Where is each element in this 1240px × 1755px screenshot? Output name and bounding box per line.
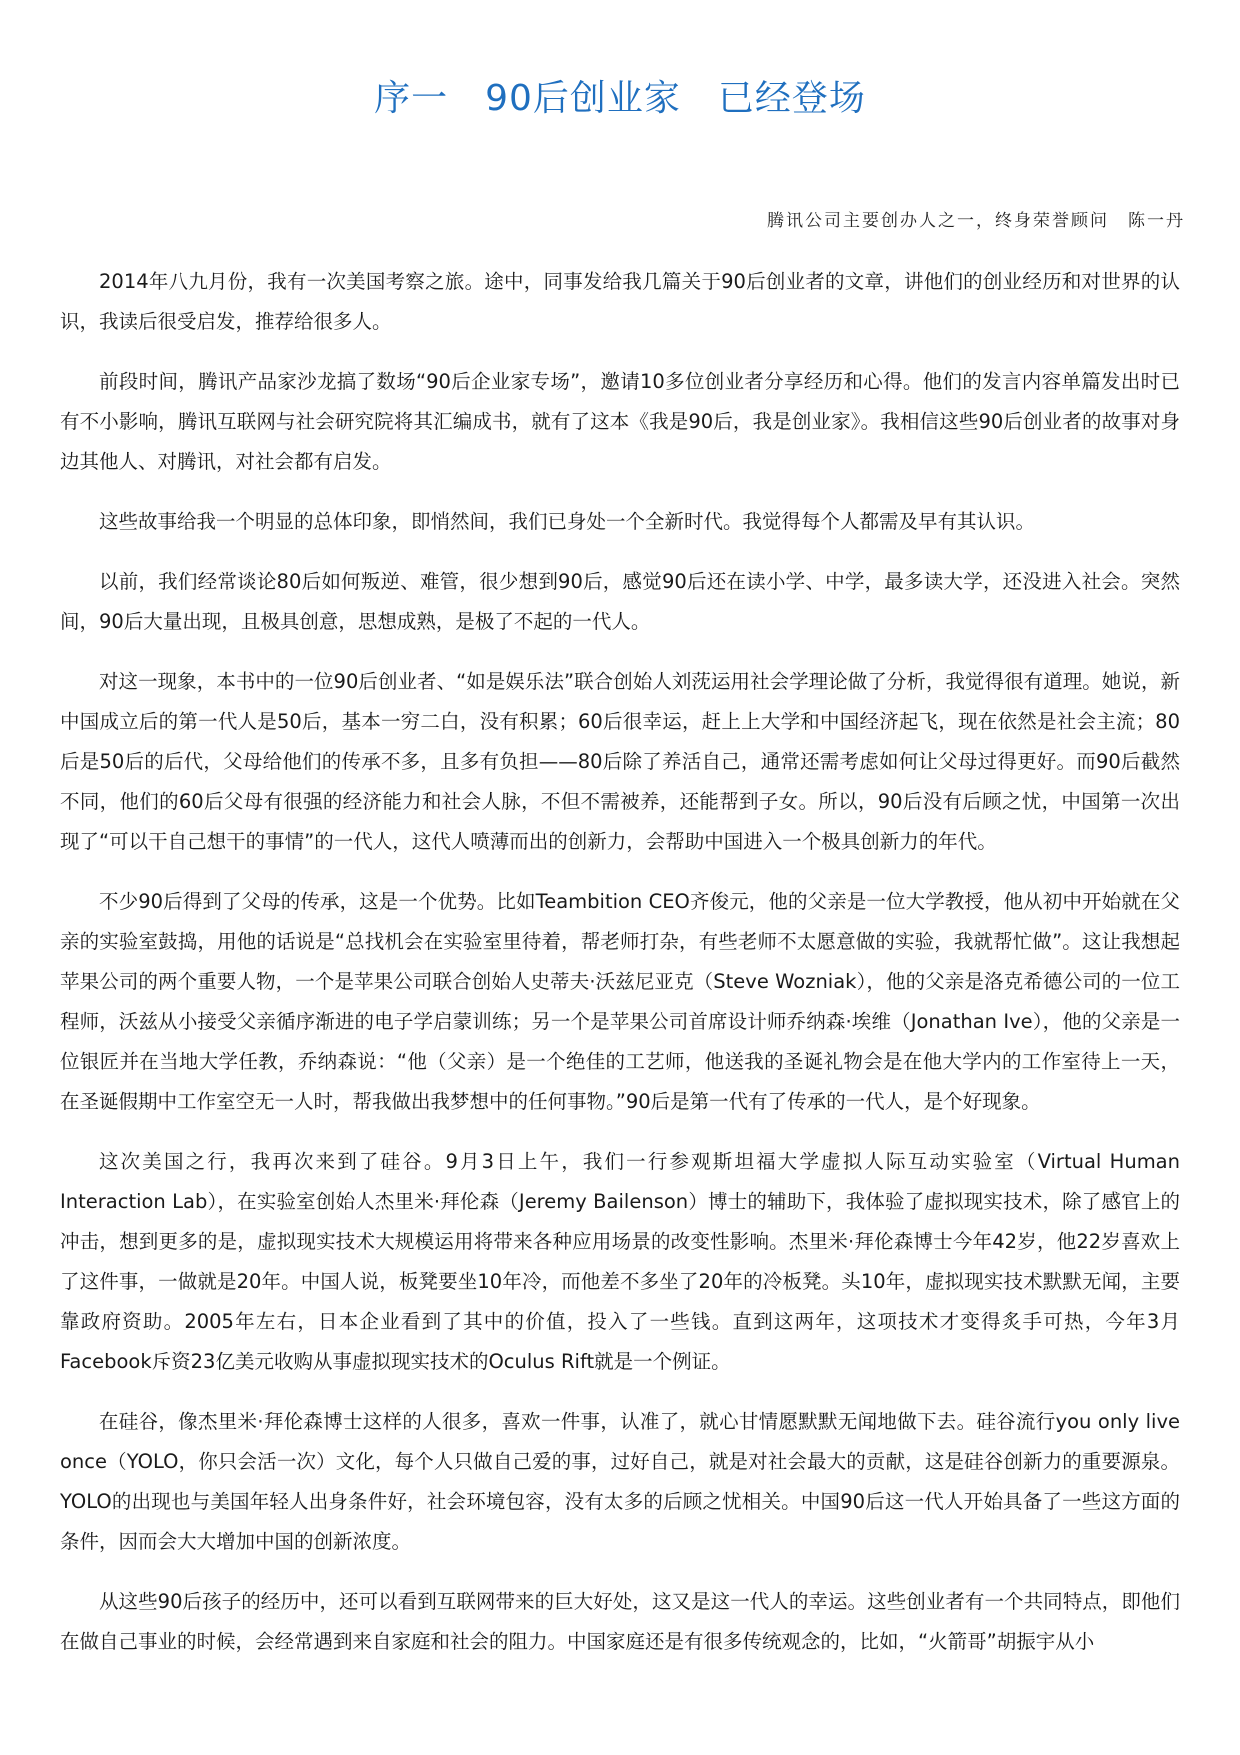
paragraph: 从这些90后孩子的经历中，还可以看到互联网带来的巨大好处，这又是这一代人的幸运。这些创业者有一个共同特点，即他们在做自己事业的时候，会经常遇到来自家庭和社会的阻力。中国家庭还是有很多传统观念的，比如，“火箭哥”胡振宇从小 [60, 1590, 1180, 1653]
paragraph: 不少90后得到了父母的传承，这是一个优势。比如Teambition CEO齐俊元，他的父亲是一位大学教授，他从初中开始就在父亲的实验室鼓捣，用他的话说是“总找机会在实验室里待着，帮老师打杂，有些老师不太愿意做的实验，我就帮忙做”。这让我想起苹果公司的两个重要人物，一个是苹果公司联合创始人史蒂夫·沃兹尼亚克（Steve Wozniak），他的父亲是洛克希德公司的一位工程师，沃兹从小接受父亲循序渐进的电子学启蒙训练；另一个是苹果公司首席设计师乔纳森·埃维（Jonathan Ive），他的父亲是一位银匠并在当地大学任教，乔纳森说：“他（父亲）是一个绝佳的工艺师，他送我的圣诞礼物会是在他大学内的工作室待上一天，在圣诞假期中工作室空无一人时，帮我做出我梦想中的任何事物。”90后是第一代有了传承的一代人，是个好现象。 [60, 890, 1180, 1113]
page-title: 序一 90后创业家 已经登场 [374, 78, 866, 119]
paragraph: 前段时间，腾讯产品家沙龙搞了数场“90后企业家专场”，邀请10多位创业者分享经历和心得。他们的发言内容单篇发出时已有不小影响，腾讯互联网与社会研究院将其汇编成书，就有了这本《我是90后，我是创业家》。我相信这些90后创业者的故事对身边其他人、对腾讯，对社会都有启发。 [60, 370, 1180, 473]
paragraph: 在硅谷，像杰里米·拜伦森博士这样的人很多，喜欢一件事，认准了，就心甘情愿默默无闻地做下去。硅谷流行you only live once（YOLO，你只会活一次）文化，每个人只做自己爱的事，过好自己，就是对社会最大的贡献，这是硅谷创新力的重要源泉。YOLO的出现也与美国年轻人出身条件好，社会环境包容，没有太多的后顾之忧相关。中国90后这一代人开始具备了一些这方面的条件，因而会大大增加中国的创新浓度。 [60, 1410, 1180, 1553]
body-text [60, 262, 1180, 1682]
paragraph: 这些故事给我一个明显的总体印象，即悄然间，我们已身处一个全新时代。我觉得每个人都需及早有其认识。 [99, 510, 1036, 533]
paragraph: 对这一现象，本书中的一位90后创业者、“如是娱乐法”联合创始人刘莐运用社会学理论做了分析，我觉得很有道理。她说，新中国成立后的第一代人是50后，基本一穷二白，没有积累；60后很幸运，赶上上大学和中国经济起飞，现在依然是社会主流；80后是50后的后代，父母给他们的传承不多，且多有负担——80后除了养活自己，通常还需考虑如何让父母过得更好。而90后截然不同，他们的60后父母有很强的经济能力和社会人脉，不但不需被养，还能帮到子女。所以，90后没有后顾之忧，中国第一次出现了“可以干自己想干的事情”的一代人，这代人喷薄而出的创新力，会帮助中国进入一个极具创新力的年代。 [60, 670, 1180, 853]
paragraph: 这次美国之行，我再次来到了硅谷。9月3日上午，我们一行参观斯坦福大学虚拟人际互动实验室（Virtual Human Interaction Lab），在实验室创始人杰里米·拜伦森（Jeremy Bailenson）博士的辅助下，我体验了虚拟现实技术，除了感官上的冲击，想到更多的是，虚拟现实技术大规模运用将带来各种应用场景的改变性影响。杰里米·拜伦森博士今年42岁，他22岁喜欢上了这件事，一做就是20年。中国人说，板凳要坐10年冷，而他差不多坐了20年的冷板凳。头10年，虚拟现实技术默默无闻，主要靠政府资助。2005年左右，日本企业看到了其中的价值，投入了一些钱。直到这两年，这项技术才变得炙手可热，今年3月Facebook斥资23亿美元收购从事虚拟现实技术的Oculus Rift就是一个例证。 [60, 1150, 1180, 1373]
paragraph: 2014年八九月份，我有一次美国考察之旅。途中，同事发给我几篇关于90后创业者的文章，讲他们的创业经历和对世界的认识，我读后很受启发，推荐给很多人。 [60, 270, 1180, 333]
paragraph: 以前，我们经常谈论80后如何叛逆、难管，很少想到90后，感觉90后还在读小学、中学，最多读大学，还没进入社会。突然间，90后大量出现，且极具创意，思想成熟，是极了不起的一代人。 [60, 570, 1180, 633]
author-byline: 腾讯公司主要创办人之一，终身荣誉顾问 陈一丹 [767, 211, 1185, 231]
